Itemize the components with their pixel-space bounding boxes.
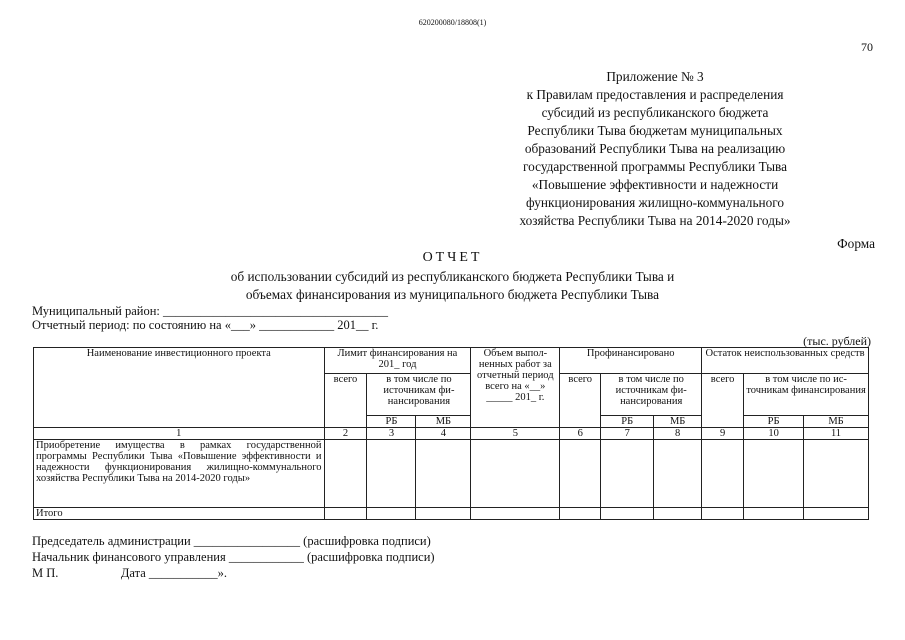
report-title: ОТЧЕТ: [422, 250, 483, 265]
table-cell: [560, 440, 601, 508]
table-cell: [744, 440, 804, 508]
header-total: всего: [560, 374, 601, 428]
header-limit: Лимит финансирования на 201_ год: [324, 348, 471, 374]
header-total: всего: [324, 374, 367, 428]
document-id: 620200080/18808(1): [418, 18, 487, 27]
units-label: (тыс. рублей): [803, 334, 871, 348]
column-number: 11: [804, 428, 869, 440]
subtitle-line: об использовании субсидий из республиканского бюджета Республики Тыва и: [230, 269, 675, 284]
table-cell: [654, 508, 702, 520]
page-number: 70: [861, 40, 873, 54]
header-financed: Профинансировано: [560, 348, 702, 374]
header-rb: РБ: [601, 416, 654, 428]
table-cell: [416, 508, 471, 520]
stamp-date-line: М П. Дата ___________».: [32, 566, 228, 580]
column-number: 8: [654, 428, 702, 440]
appendix-line: «Повышение эффективности и надежности: [531, 177, 779, 192]
column-number: 5: [471, 428, 560, 440]
municipal-district-field: Муниципальный район: ____________________________________: [32, 304, 389, 318]
header-remainder: Остаток неиспользованных средств: [702, 348, 869, 374]
appendix-line: государственной программы Республики Тыва: [522, 159, 788, 174]
header-incl-sources: в том числе по источникам финансирования: [744, 374, 869, 416]
table-cell: [702, 440, 744, 508]
appendix-line: хозяйства Республики Тыва на 2014-2020 годы»: [519, 213, 791, 228]
table-cell: [601, 508, 654, 520]
report-table: [33, 347, 869, 520]
table-cell: [560, 508, 601, 520]
column-number: 7: [601, 428, 654, 440]
header-rb: РБ: [744, 416, 804, 428]
table-row-project: Приобретение имущества в рамках государственной программы Республики Тыва «Повышение эффективности и надежности функционирования жилищно-коммунального хозяйства Республики Тыва на 2014-2020 годы»: [34, 440, 325, 508]
header-rb: РБ: [367, 416, 416, 428]
column-number: 2: [324, 428, 367, 440]
header-incl-sources: в том числе по источникам финансирования: [601, 374, 702, 416]
header-volume: Объем выполненных работ за отчетный период всего на «__» _____ 201_ г.: [471, 348, 560, 428]
report-subtitle: [0, 268, 905, 304]
table-cell: [471, 440, 560, 508]
table-cell: [804, 440, 869, 508]
chairman-signature-line: Председатель администрации _________________ (расшифровка подписи): [32, 534, 431, 548]
appendix-line: образований Республики Тыва на реализацию: [524, 141, 786, 156]
appendix-line: Приложение № 3: [606, 69, 704, 84]
table-cell: [367, 508, 416, 520]
appendix-block: [445, 68, 865, 230]
finance-head-signature-line: Начальник финансового управления ____________ (расшифровка подписи): [32, 550, 435, 564]
column-number: 1: [34, 428, 325, 440]
header-mb: МБ: [654, 416, 702, 428]
appendix-line: субсидий из республиканского бюджета: [541, 105, 769, 120]
column-number: 3: [367, 428, 416, 440]
column-number: 4: [416, 428, 471, 440]
header-mb: МБ: [804, 416, 869, 428]
appendix-line: функционирования жилищно-коммунального: [525, 195, 785, 210]
table-cell: [804, 508, 869, 520]
header-total: всего: [702, 374, 744, 428]
appendix-line: Республики Тыва бюджетам муниципальных: [527, 123, 783, 138]
table-cell: [601, 440, 654, 508]
table-cell: [416, 440, 471, 508]
table-row-total: Итого: [34, 508, 325, 520]
appendix-line: к Правилам предоставления и распределения: [526, 87, 784, 102]
table-cell: [654, 440, 702, 508]
table-cell: [324, 508, 367, 520]
column-number: 9: [702, 428, 744, 440]
table-cell: [324, 440, 367, 508]
header-incl-sources: в том числе по источникам финансирования: [367, 374, 471, 416]
column-number: 6: [560, 428, 601, 440]
form-label: Форма: [837, 236, 875, 251]
header-project: Наименование инвестиционного проекта: [34, 348, 325, 428]
reporting-period-field: Отчетный период: по состоянию на «___» ____________ 201__ г.: [32, 318, 379, 332]
subtitle-line: объемах финансирования из муниципального бюджета Республики Тыва: [245, 287, 660, 302]
table-cell: [702, 508, 744, 520]
table-cell: [471, 508, 560, 520]
column-number: 10: [744, 428, 804, 440]
table-cell: [367, 440, 416, 508]
header-mb: МБ: [416, 416, 471, 428]
table-cell: [744, 508, 804, 520]
